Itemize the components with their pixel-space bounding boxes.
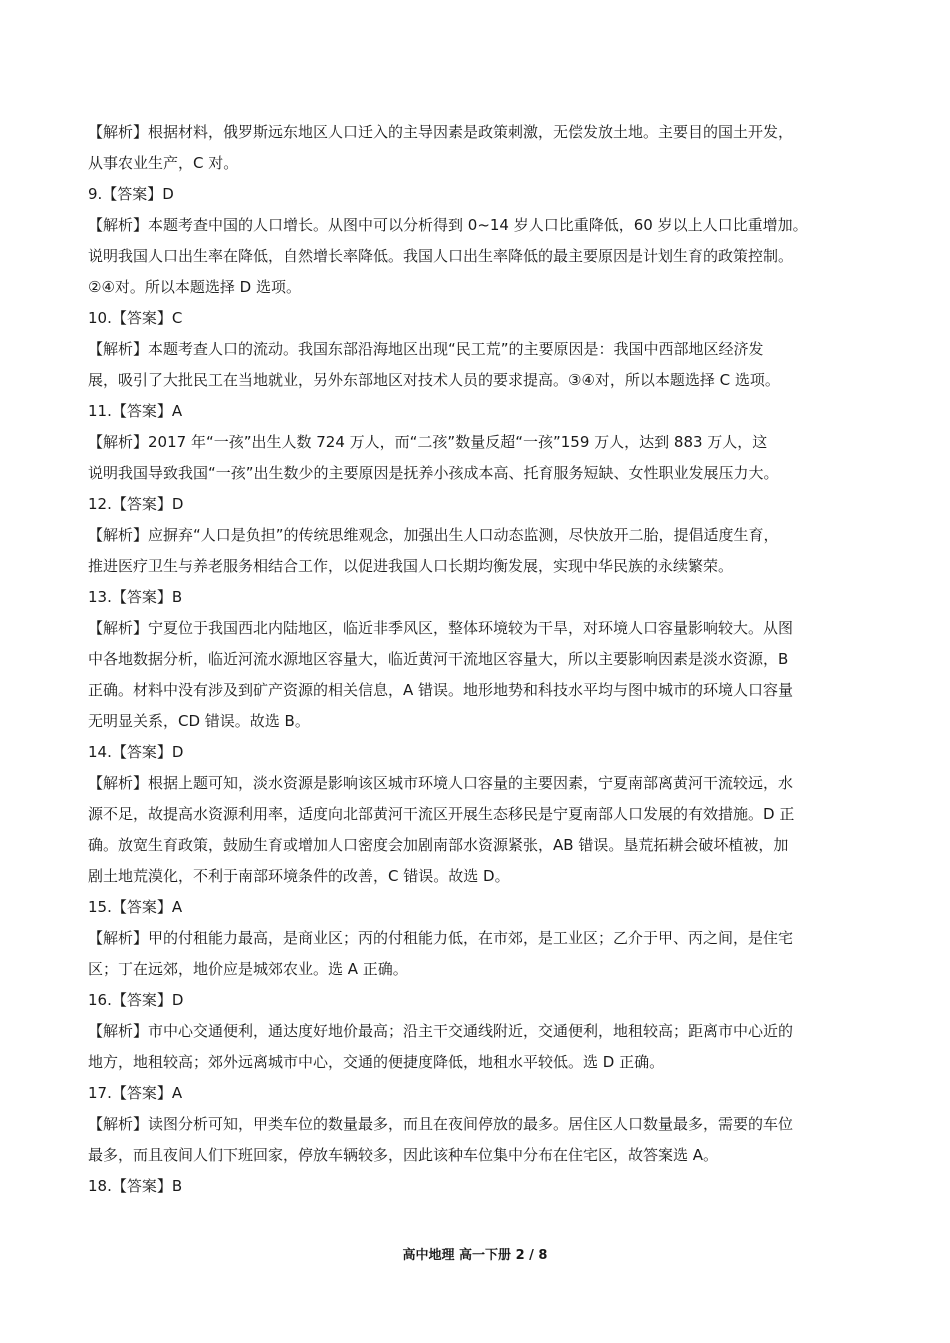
- text-line: 源不足，故提高水资源利用率，适度向北部黄河干流区开展生态移民是宁夏南部人口发展的有效措施。D 正: [88, 805, 795, 823]
- answer-line: 16.【答案】D: [88, 991, 184, 1009]
- answer-line: 11.【答案】A: [88, 402, 183, 420]
- text-line: 【解析】2017 年“一孩”出生人数 724 万人，而“二孩”数量反超“一孩”159 万人，达到 883 万人，这: [88, 433, 768, 451]
- answer-line: 15.【答案】A: [88, 898, 183, 916]
- text-line: 推进医疗卫生与养老服务相结合工作，以促进我国人口长期均衡发展，实现中华民族的永续繁荣。: [88, 557, 734, 575]
- text-line: 【解析】应摒弃“人口是负担”的传统思维观念，加强出生人口动态监测，尽快放开二胎，提倡适度生育，: [88, 526, 779, 544]
- document-body: [88, 117, 878, 1202]
- answer-line: 14.【答案】D: [88, 743, 184, 761]
- text-line: 【解析】本题考查中国的人口增长。从图中可以分析得到 0~14 岁人口比重降低，60 岁以上人口比重增加。: [88, 216, 808, 234]
- text-line: 展，吸引了大批民工在当地就业，另外东部地区对技术人员的要求提高。③④对，所以本题选择 C 选项。: [88, 371, 780, 389]
- text-line: 说明我国人口出生率在降低，自然增长率降低。我国人口出生率降低的最主要原因是计划生育的政策控制。: [88, 247, 794, 265]
- text-line: 确。放宽生育政策，鼓励生育或增加人口密度会加剧南部水资源紧张，AB 错误。垦荒拓耕会破坏植被，加: [88, 836, 789, 854]
- text-line: 地方，地租较高；郊外远离城市中心，交通的便捷度降低，地租水平较低。选 D 正确。: [88, 1053, 665, 1071]
- page-footer: 高中地理 高一下册 2 / 8: [402, 1248, 548, 1263]
- text-line: 【解析】宁夏位于我国西北内陆地区，临近非季风区，整体环境较为干旱，对环境人口容量影响较大。从图: [88, 619, 794, 637]
- text-line: 【解析】市中心交通便利，通达度好地价最高；沿主干交通线附近，交通便利，地租较高；距离市中心近的: [88, 1022, 794, 1040]
- answer-line: 12.【答案】D: [88, 495, 184, 513]
- text-line: 剧土地荒漠化，不利于南部环境条件的改善，C 错误。故选 D。: [88, 867, 510, 885]
- text-line: 【解析】本题考查人口的流动。我国东部沿海地区出现“民工荒”的主要原因是：我国中西部地区经济发: [88, 340, 764, 358]
- text-line: 说明我国导致我国“一孩”出生数少的主要原因是抚养小孩成本高、托育服务短缺、女性职业发展压力大。: [88, 464, 779, 482]
- answer-line: 17.【答案】A: [88, 1084, 183, 1102]
- text-line: 中各地数据分析，临近河流水源地区容量大，临近黄河干流地区容量大，所以主要影响因素是淡水资源，B: [88, 650, 789, 668]
- text-line: 区；丁在远郊，地价应是城郊农业。选 A 正确。: [88, 960, 408, 978]
- answer-line: 10.【答案】C: [88, 309, 183, 327]
- text-line: 【解析】根据材料，俄罗斯远东地区人口迁入的主导因素是政策刺激，无偿发放土地。主要目的国土开发，: [88, 123, 794, 141]
- text-line: 从事农业生产，C 对。: [88, 154, 239, 172]
- answer-line: 9.【答案】D: [88, 185, 174, 203]
- text-line: ②④对。所以本题选择 D 选项。: [88, 278, 301, 296]
- text-line: 无明显关系，CD 错误。故选 B。: [88, 712, 310, 730]
- answer-line: 18.【答案】B: [88, 1177, 183, 1195]
- text-line: 最多，而且夜间人们下班回家，停放车辆较多，因此该种车位集中分布在住宅区，故答案选 A。: [88, 1146, 719, 1164]
- text-line: 【解析】根据上题可知，淡水资源是影响该区城市环境人口容量的主要因素，宁夏南部离黄河干流较远，水: [88, 774, 794, 792]
- text-line: 【解析】甲的付租能力最高，是商业区；丙的付租能力低，在市郊，是工业区；乙介于甲、丙之间，是住宅: [88, 929, 794, 947]
- answer-line: 13.【答案】B: [88, 588, 183, 606]
- text-line: 正确。材料中没有涉及到矿产资源的相关信息，A 错误。地形地势和科技水平均与图中城市的环境人口容量: [88, 681, 794, 699]
- text-line: 【解析】读图分析可知，甲类车位的数量最多，而且在夜间停放的最多。居住区人口数量最多，需要的车位: [88, 1115, 794, 1133]
